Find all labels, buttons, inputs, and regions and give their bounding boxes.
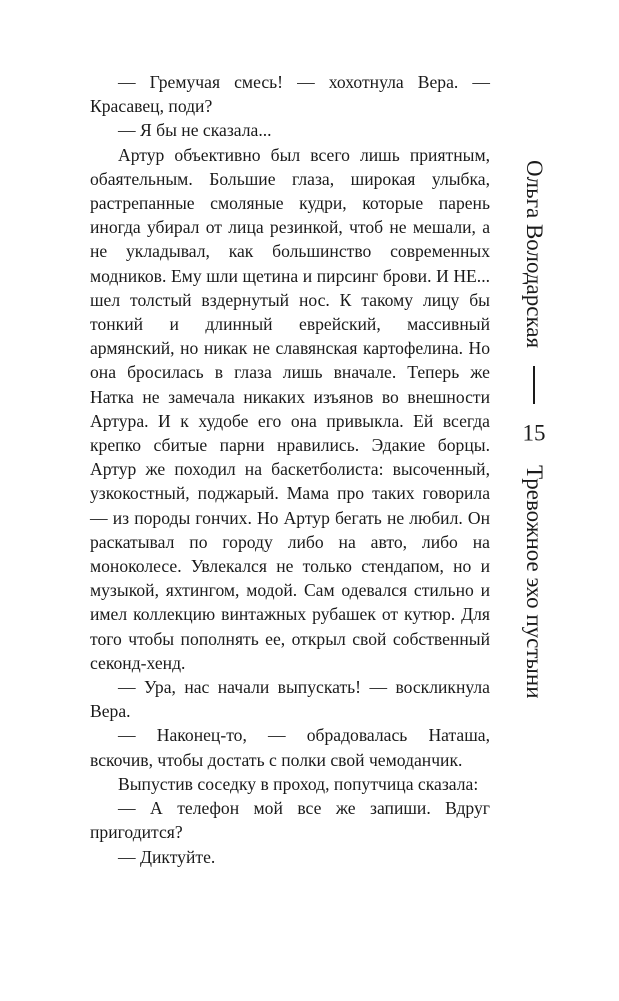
paragraph: — А телефон мой все же запиши. Вдруг пригодится?: [90, 798, 490, 843]
paragraph: — Гремучая смесь! — хохотнула Вера. — Красавец, поди?: [90, 72, 490, 117]
header-divider: [533, 366, 535, 404]
paragraph: — Наконец-то, — обрадовалась Наташа, вскочив, чтобы достать с полки свой чемоданчик.: [90, 725, 490, 770]
paragraph: Выпустив соседку в проход, попутчица сказала:: [118, 773, 479, 794]
paragraph: — Диктуйте.: [118, 846, 216, 867]
running-header: [508, 70, 560, 940]
page-number: 15: [522, 420, 546, 446]
paragraph: — Ура, нас начали выпускать! — воскликнула Вера.: [90, 677, 490, 722]
author-name: Ольга Володарская: [522, 160, 547, 349]
book-title: Тревожное эхо пустыни: [522, 465, 547, 699]
paragraph: — Я бы не сказала...: [118, 120, 272, 141]
body-text: [90, 70, 490, 869]
paragraph: Артур объективно был всего лишь приятным, обаятельным. Большие глаза, широкая улыбка, растрепанные смоляные кудри, которые парень иногда убирал от лица резинкой, чтоб не мешали, а не укладывал, как большинство современных модников. Ему шли щетина и пирсинг брови. И НЕ... шел толстый вздернутый нос. К такому лицу бы тонкий и длинный еврейский, массивный армянский, но никак не славянская картофелина. Но она бросилась в глаза лишь вначале. Теперь же Натка не замечала никаких изъянов во внешности Артура. И к худобе его она привыкла. Ей всегда крепко сбитые парни нравились. Эдакие борцы. Артур же походил на баскетболиста: высоченный, узкокостный, поджарый. Мама про таких говорила — из породы гончих. Но Артур бегать не любил. Он раскатывал по городу либо на авто, либо на моноколесе. Увлекался не только стендапом, но и музыкой, яхтингом, модой. Сам одевался стильно и имел коллекцию винтажных рубашек от кутюр. Для того чтобы пополнять ее, открыл свой собственный секонд-хенд.: [90, 144, 490, 673]
